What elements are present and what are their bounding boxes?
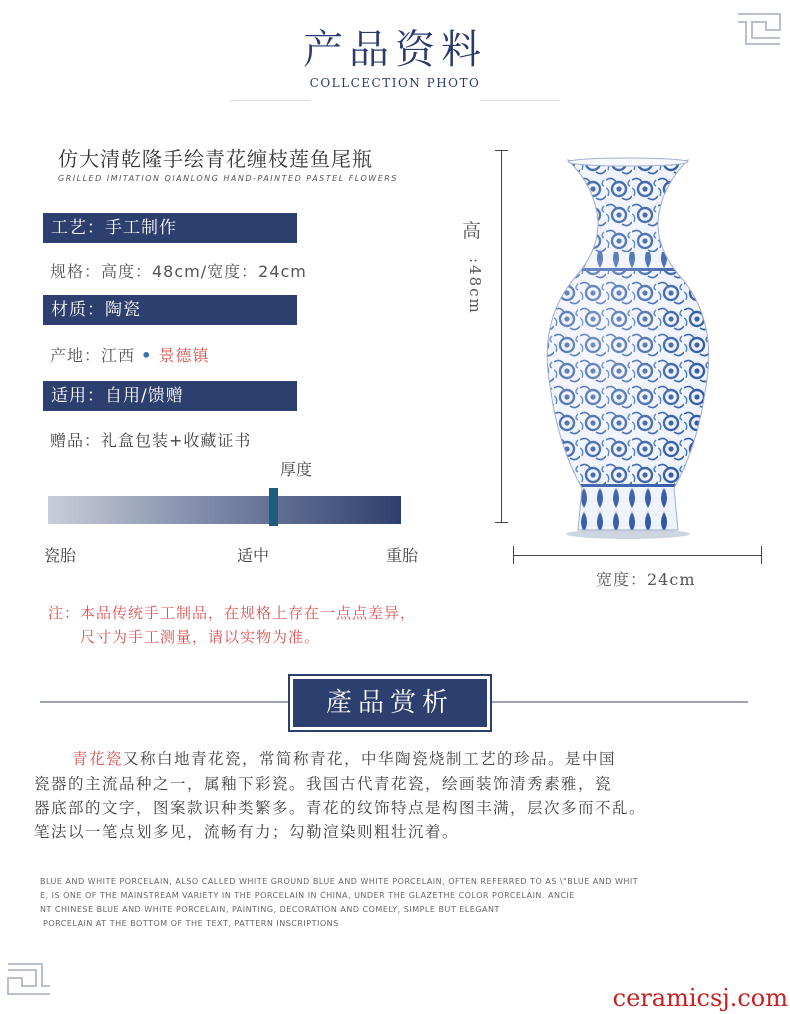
description-en-line-3: NT CHINESE BLUE AND WHITE PORCELAIN, PAINTING, DECORATION AND COMELY, SIMPLE BUT ELEGANT: [40, 905, 500, 914]
product-name-en: GRILLED IMITATION QIANLONG HAND-PAINTED PASTEL FLOWERS: [58, 174, 398, 183]
note-line-2: 尺寸为手工测量，请以实物为准。: [80, 628, 321, 646]
use-value: 自用/馈赠: [105, 386, 184, 406]
vase-image: [528, 150, 728, 540]
thickness-scale-mid: 适中: [237, 546, 270, 565]
description-line-2: 瓷器的主流品种之一，属釉下彩瓷。我国古代青花瓷，绘画装饰清秀素雅，瓷: [34, 775, 613, 793]
description-line-4: 笔法以一笔点划多见，流畅有力；勾勒渲染则粗壮沉着。: [34, 823, 460, 841]
height-value: :48cm: [466, 258, 484, 315]
note-line-1: 注：本品传统手工制品，在规格上存在一点点差异，: [48, 604, 417, 622]
description-en-line-2: E, IS ONE OF THE MAINSTREAM VARIETY IN THE PORCELAIN IN CHINA, UNDER THE GLAZETHE COLOR PORCELAIN. ANCIE: [40, 891, 575, 900]
section-divider-left: [40, 701, 290, 703]
width-dimension-tick-right: [761, 546, 762, 564]
section-title: 產品赏析: [325, 688, 454, 718]
description-line-1-rest: 又称白地青花瓷，常简称青花，中华陶瓷烧制工艺的珍品。是中国: [123, 750, 617, 768]
height-dimension-cap-top: [495, 150, 508, 151]
thickness-marker: [269, 488, 278, 526]
use-bar: [43, 381, 297, 411]
width-dimension-tick-left: [513, 546, 514, 564]
page-subtitle: COLLCECTION PHOTO: [309, 76, 481, 90]
craft-label: 工艺：: [51, 218, 105, 238]
material-bar: [43, 295, 297, 325]
description-en-line-1: BLUE AND WHITE PORCELAIN, ALSO CALLED WHITE GROUND BLUE AND WHITE PORCELAIN, OFTEN REFERRED TO AS \"BLUE AND WHIT: [40, 877, 639, 886]
origin-city: 江西: [101, 346, 136, 365]
thickness-scale-high: 重胎: [386, 546, 419, 565]
product-name: 仿大清乾隆手绘青花缠枝莲鱼尾瓶: [58, 147, 373, 171]
craft-value: 手工制作: [105, 218, 177, 238]
height-label: 高: [462, 220, 482, 242]
title-divider-left: [230, 100, 310, 101]
corner-fret-bottom-left: [6, 958, 52, 1000]
height-dimension-cap-bottom: [495, 522, 508, 523]
description-line-1: [72, 747, 790, 769]
thickness-track: [48, 496, 401, 524]
origin-dot: •: [141, 346, 153, 365]
description-highlight: 青花瓷: [72, 750, 124, 768]
origin-town: 景德镇: [158, 346, 210, 365]
height-dimension-line: [501, 150, 502, 523]
material-label: 材质：: [51, 300, 105, 320]
title-divider-right: [480, 100, 560, 101]
section-divider-right: [490, 701, 748, 703]
material-value: 陶瓷: [105, 300, 141, 320]
thickness-label: 厚度: [280, 460, 313, 479]
page-title: 产品资料: [303, 27, 487, 73]
description-en-line-4: PORCELAIN AT THE BOTTOM OF THE TEXT, PATTERN INSCRIPTIONS: [43, 919, 339, 928]
gift-text: 赠品：礼盒包装+收藏证书: [50, 431, 252, 450]
size-text: 规格：高度：48cm/宽度：24cm: [50, 262, 307, 281]
width-dimension-line: [513, 555, 761, 556]
origin-label: 产地：: [50, 346, 102, 365]
use-label: 适用：: [51, 386, 105, 406]
description-line-3: 器底部的文字，图案款识种类繁多。青花的纹饰特点是构图丰满，层次多而不乱。: [34, 799, 647, 817]
origin-row: [50, 343, 209, 366]
watermark-text: ceramicsj.com: [612, 984, 788, 1012]
thickness-scale-low: 瓷胎: [44, 546, 77, 565]
width-label: 宽度：24cm: [596, 570, 696, 589]
craft-bar: [43, 213, 297, 243]
